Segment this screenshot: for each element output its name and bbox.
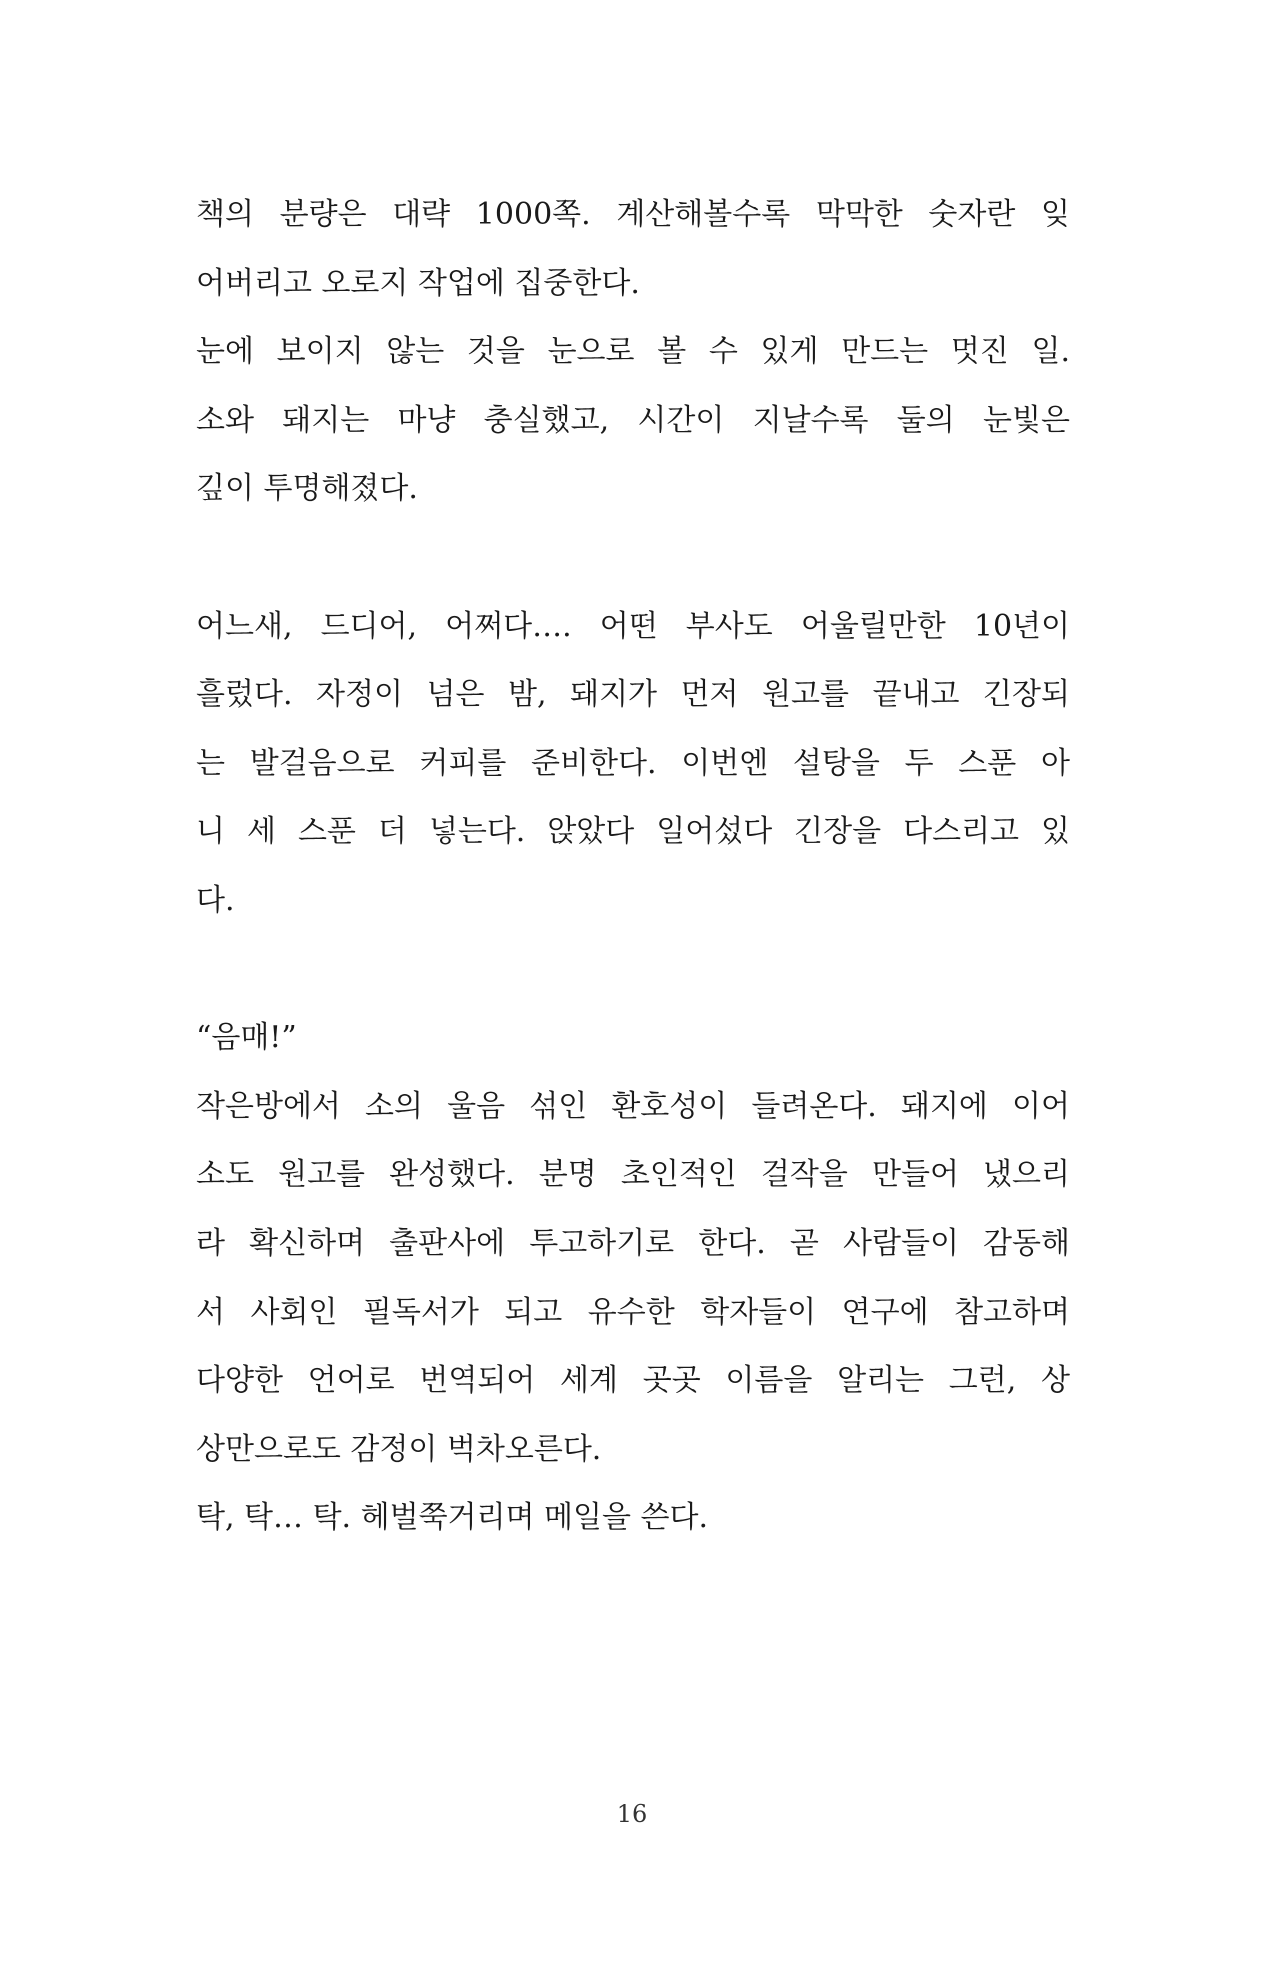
text-line: 다. (196, 882, 235, 918)
page-number: 16 (616, 1800, 648, 1828)
text-line: 소와 돼지는 마냥 충실했고, 시간이 지날수록 둘의 눈빛은 (196, 402, 1070, 438)
text-line: 작은방에서 소의 울음 섞인 환호성이 들려온다. 돼지에 이어 (196, 1088, 1070, 1124)
text-line: 책의 분량은 대략 1000쪽. 계산해볼수록 막막한 숫자란 잊 (196, 197, 1070, 232)
text-line: 흘렀다. 자정이 넘은 밤, 돼지가 먼저 원고를 끝내고 긴장되 (196, 677, 1070, 713)
blank-line (196, 524, 1070, 593)
text-line: 어버리고 오로지 작업에 집중한다. (196, 265, 640, 301)
text-line: “음매!” (196, 1020, 297, 1056)
text-line: 는 발걸음으로 커피를 준비한다. 이번엔 설탕을 두 스푼 아 (196, 745, 1070, 781)
text-line: 깊이 투명해졌다. (196, 471, 418, 507)
text-line: 니 세 스푼 더 넣는다. 앉았다 일어섰다 긴장을 다스리고 있 (196, 814, 1070, 850)
paragraph-2 (196, 593, 1070, 936)
text-line: 어느새, 드디어, 어쩌다…. 어떤 부사도 어울릴만한 10년이 (196, 608, 1070, 644)
blank-line (196, 936, 1070, 1005)
text-line: 상만으로도 감정이 벅차오른다. (196, 1431, 602, 1467)
text-line: 라 확신하며 출판사에 투고하기로 한다. 곧 사람들이 감동해 (196, 1225, 1070, 1261)
paragraph-1 (196, 181, 1070, 524)
text-line: 다양한 언어로 번역되어 세계 곳곳 이름을 알리는 그런, 상 (196, 1363, 1070, 1399)
text-line: 소도 원고를 완성했다. 분명 초인적인 걸작을 만들어 냈으리 (196, 1157, 1070, 1193)
text-line: 서 사회인 필독서가 되고 유수한 학자들이 연구에 참고하며 (196, 1294, 1070, 1330)
text-line: 탁, 탁… 탁. 헤벌쭉거리며 메일을 쓴다. (196, 1500, 709, 1536)
paragraph-3 (196, 1004, 1070, 1553)
text-line: 눈에 보이지 않는 것을 눈으로 볼 수 있게 만드는 멋진 일. (196, 334, 1070, 370)
body-text (196, 181, 1070, 1553)
